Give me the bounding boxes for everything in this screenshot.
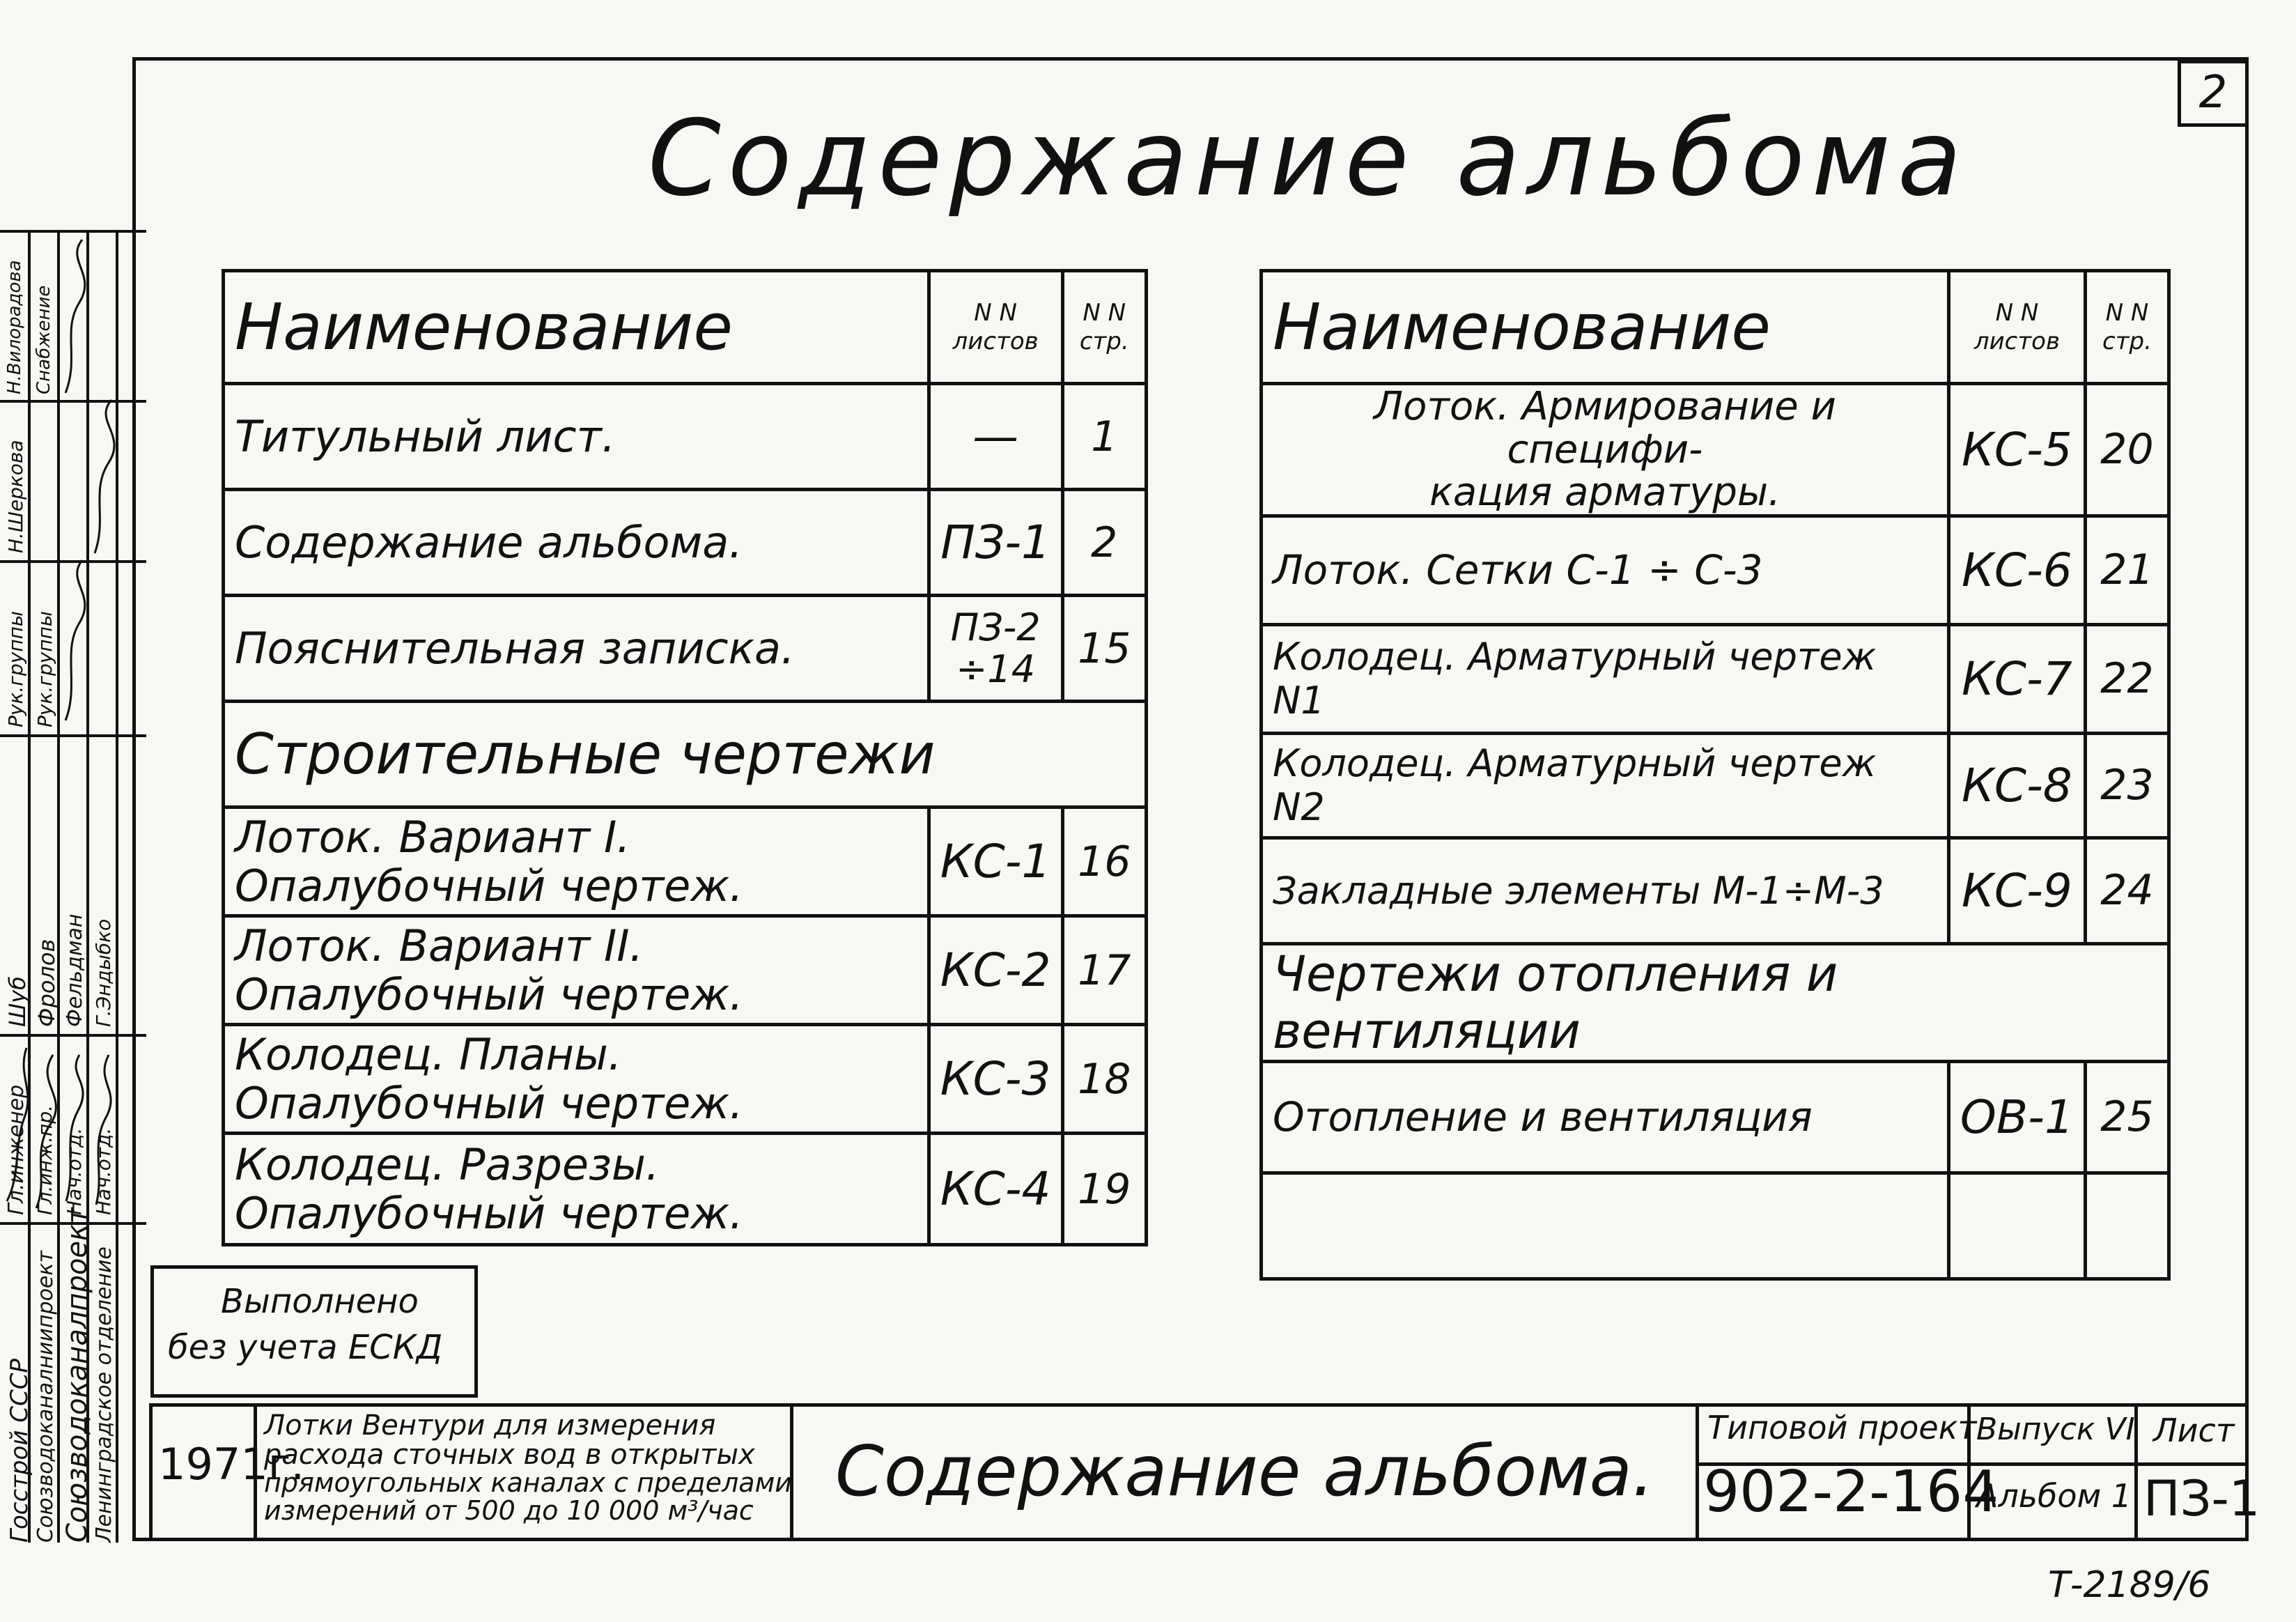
row-page: 20: [2085, 384, 2169, 516]
name-frolov: Фролов: [33, 939, 60, 1027]
row-name: Содержание альбома.: [224, 490, 929, 596]
table-row-empty: [1262, 1173, 2169, 1279]
row-sheet: КС-7: [1948, 624, 2085, 733]
empty-cell: [2085, 1173, 2169, 1279]
sheet-number: 2: [2178, 60, 2249, 127]
section-title: Чертежи отопления и вентиляции: [1262, 943, 2169, 1061]
project-number: 902-2-164: [1703, 1459, 1999, 1525]
sheet-label: Лист: [2153, 1412, 2235, 1449]
header-name: Наименование: [224, 271, 929, 384]
table-row: [224, 808, 1147, 916]
role-group-lead: Рук.группы: [33, 610, 56, 727]
row-page: 16: [1062, 808, 1146, 916]
header-sheets: N N листов: [929, 271, 1062, 384]
row-sheet: КС-3: [929, 1025, 1062, 1134]
row-name-line2: Опалубочный чертеж.: [235, 1077, 743, 1129]
role-dept-head: Нач.отд.: [63, 1127, 86, 1215]
name-viloradova: Н.Вилорадова: [4, 260, 25, 394]
row-sheet: КС-1: [929, 808, 1062, 916]
row-name-line1: Колодец. Разрезы.: [235, 1139, 660, 1191]
description-line4: измерений от 500 до 10 000 м³/час: [264, 1494, 754, 1526]
project-cell: [1699, 1407, 1999, 1538]
description-line2: расхода сточных вод в открытых: [264, 1439, 755, 1471]
row-name: Колодец. Арматурный чертеж N2: [1262, 733, 1949, 837]
sheet-title: Содержание альбома.: [835, 1430, 1654, 1512]
row-name-line2: Опалубочный чертеж.: [235, 860, 743, 911]
row-page: 18: [1062, 1025, 1146, 1134]
row-name: [224, 1025, 929, 1134]
sheet-cell: [2138, 1407, 2260, 1538]
header-pages: N N стр.: [2085, 271, 2169, 384]
header-name: Наименование: [1262, 271, 1949, 384]
row-name-line2: кация арматуры.: [1429, 470, 1781, 516]
role-dept-head: Нач.отд.: [92, 1127, 115, 1215]
row-name-line1: Лоток. Вариант II.: [235, 920, 644, 972]
org-soyuzvodokanalproekt: Союзводоканалпроект: [61, 1207, 93, 1543]
role-chief-project-engineer: Гл.инж.пр.: [33, 1104, 56, 1215]
sheet-title-cell: [793, 1407, 1699, 1538]
org-gosstroy: Госстрой СССР: [6, 1359, 33, 1543]
row-name: [224, 1134, 929, 1245]
album-label: Альбом 1: [1976, 1477, 2132, 1515]
row-name-line2: Опалубочный чертеж.: [235, 1187, 743, 1239]
title-block: [149, 1403, 2260, 1541]
description-line1: Лотки Вентури для измерения: [264, 1409, 716, 1442]
note-line1: Выполнено: [221, 1282, 419, 1321]
approval-sidebar: [0, 230, 146, 1543]
table-row: [1262, 1061, 2169, 1173]
row-sheet: КС-9: [1948, 837, 2085, 943]
empty-cell: [1262, 1173, 1949, 1279]
row-name-line1: Колодец. Планы.: [235, 1029, 622, 1081]
eskd-note: [150, 1265, 478, 1398]
note-line2: без учета ЕСКД: [168, 1328, 443, 1367]
row-name: [1262, 384, 1949, 516]
table-row: [224, 1025, 1147, 1134]
page-title: Содержание альбома: [648, 98, 1969, 219]
row-name: Лоток. Сетки С-1 ÷ С-3: [1262, 516, 1949, 624]
row-name: Закладные элементы М-1÷М-3: [1262, 837, 1949, 943]
issue-label: Выпуск VI: [1976, 1412, 2135, 1447]
project-label: Типовой проект: [1707, 1409, 1977, 1446]
role-chief-engineer: Гл.инженер: [4, 1084, 29, 1215]
row-name: [224, 808, 929, 916]
name-endybko: Г.Эндыбко: [92, 918, 115, 1027]
description-cell: [257, 1407, 793, 1538]
row-page: 15: [1062, 596, 1146, 702]
name-sherkova: Н.Шеркова: [4, 440, 27, 553]
row-sheet: ПЗ-2 ÷14: [929, 596, 1062, 702]
row-page: 23: [2085, 733, 2169, 837]
row-page: 22: [2085, 624, 2169, 733]
row-page: 21: [2085, 516, 2169, 624]
section-row: [224, 702, 1147, 808]
name-feldman: Фельдман: [63, 913, 87, 1027]
table-row: [224, 490, 1147, 596]
row-name: Пояснительная записка.: [224, 596, 929, 702]
name-shub: Шуб: [4, 976, 31, 1027]
table-row: [224, 596, 1147, 702]
row-page: 19: [1062, 1134, 1146, 1245]
row-name-line1: Лоток. Армирование и специфи-: [1373, 384, 1836, 472]
role-group-lead: Рук.группы: [4, 610, 27, 727]
row-sheet: КС-2: [929, 916, 1062, 1025]
table-row: [224, 384, 1147, 490]
row-sheet: КС-5: [1948, 384, 2085, 516]
empty-cell: [1948, 1173, 2085, 1279]
row-sheet: ОВ-1: [1948, 1061, 2085, 1173]
checker-label: Снабжение: [33, 285, 54, 394]
table-row: [1262, 624, 2169, 733]
table-row: [1262, 516, 2169, 624]
row-sheet: КС-6: [1948, 516, 2085, 624]
table-header: [224, 271, 1147, 384]
left-contents-table: [222, 269, 1148, 1246]
row-name: [224, 916, 929, 1025]
row-sheet: —: [929, 384, 1062, 490]
row-sheet: КС-8: [1948, 733, 2085, 837]
row-name-line1: Лоток. Вариант I.: [235, 812, 630, 863]
row-sheet: ПЗ-1: [929, 490, 1062, 596]
row-page: 2: [1062, 490, 1146, 596]
row-name: Титульный лист.: [224, 384, 929, 490]
signature-scribbles: [0, 1034, 146, 1222]
archive-number: Т-2189/6: [2048, 1564, 2211, 1606]
row-page: 1: [1062, 384, 1146, 490]
org-leningrad-branch: Ленинградское отделение: [92, 1246, 116, 1543]
signature-scribbles-upper: [59, 233, 145, 734]
table-row: [1262, 837, 2169, 943]
row-page: 24: [2085, 837, 2169, 943]
row-name: Колодец. Арматурный чертеж N1: [1262, 624, 1949, 733]
right-contents-table: [1259, 269, 2171, 1281]
row-page: 25: [2085, 1061, 2169, 1173]
section-title: Строительные чертежи: [224, 702, 1147, 808]
org-soyuzvodokanalniiproekt: Союзводоканалниипроект: [33, 1251, 58, 1543]
issue-cell: [1971, 1407, 2138, 1538]
sheet-code: ПЗ-1: [2143, 1470, 2260, 1527]
table-row: [1262, 733, 2169, 837]
table-row: [224, 1134, 1147, 1245]
description-line3: прямоугольных каналах с пределами: [264, 1467, 792, 1498]
row-page: 17: [1062, 916, 1146, 1025]
year-cell: [153, 1407, 305, 1538]
header-sheets: N N листов: [1948, 271, 2085, 384]
year: 1971г.: [158, 1439, 305, 1490]
table-row: [1262, 384, 2169, 516]
row-name: Отопление и вентиляция: [1262, 1061, 1949, 1173]
section-row: [1262, 943, 2169, 1061]
table-header: [1262, 271, 2169, 384]
header-pages: N N стр.: [1062, 271, 1146, 384]
table-row: [224, 916, 1147, 1025]
row-sheet: КС-4: [929, 1134, 1062, 1245]
row-name-line2: Опалубочный чертеж.: [235, 968, 743, 1020]
